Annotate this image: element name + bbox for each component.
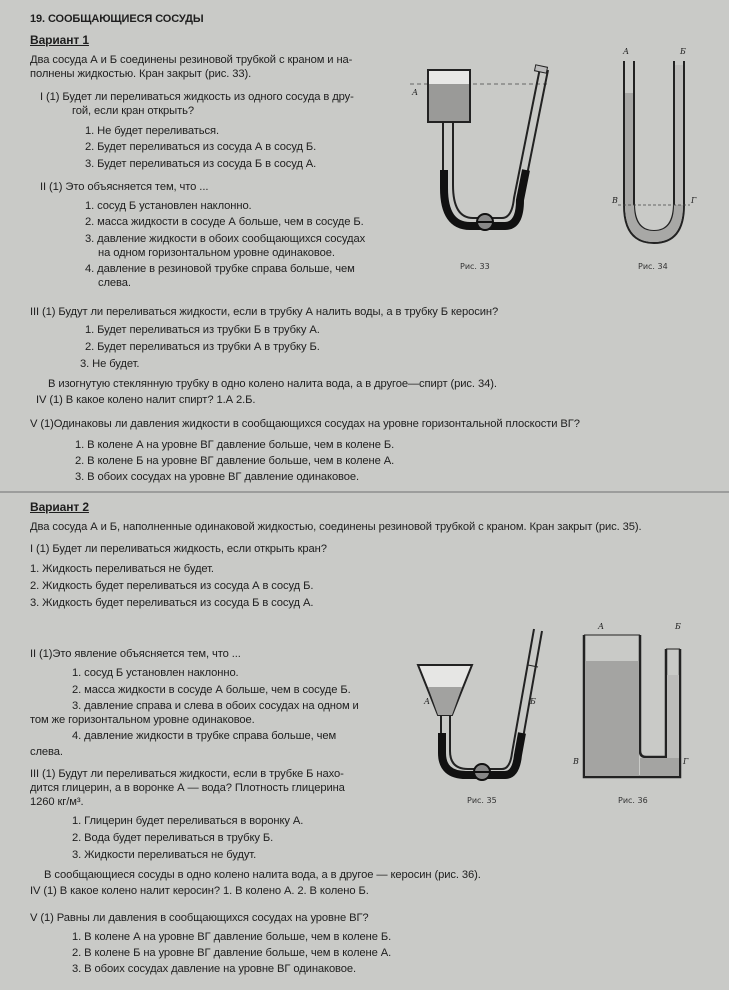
- variant1-intro-line: Два сосуда А и Б соединены резиновой трубкой с краном и на-: [30, 54, 353, 66]
- v2-q2-option: 1. сосуд Б установлен наклонно.: [72, 667, 239, 679]
- v1-q2-option: 3. давление жидкости в обоих сообщающихся сосудах: [85, 233, 366, 245]
- v2-q3-text: 1260 кг/м³.: [30, 796, 84, 808]
- v1-q2-option: слева.: [98, 277, 131, 289]
- v1-q2-option: 4. давление в резиновой трубке справа больше, чем: [85, 263, 355, 275]
- variant2-intro-line: Два сосуда А и Б, наполненные одинаковой жидкостью, соединены резиновой трубкой с краном. Кран закрыт (рис. 35).: [30, 521, 642, 533]
- v1-q5-option: 3. В обоих сосудах на уровне ВГ давление одинаковое.: [75, 471, 360, 483]
- figure-36: [580, 625, 695, 790]
- fig35-caption: Рис. 35: [467, 796, 497, 805]
- fig34-label-v: В: [612, 196, 618, 205]
- v1-q2-option: 1. сосуд Б установлен наклонно.: [85, 200, 252, 212]
- v2-q3-option: 2. Вода будет переливаться в трубку Б.: [72, 832, 274, 844]
- fig34-label-b: Б: [680, 47, 686, 56]
- v2-q1-option: 3. Жидкость будет переливаться из сосуда Б в сосуд А.: [30, 597, 314, 609]
- fig33-label-a: А: [412, 88, 419, 97]
- water-body: [585, 661, 639, 776]
- v2-q5-option: 2. В колене Б на уровне ВГ давление больше, чем в колене А.: [72, 947, 392, 959]
- fig36-caption: Рис. 36: [618, 796, 648, 805]
- v2-q3-text: дится глицерин, а в воронке А — вода? Плотность глицерина: [30, 782, 345, 794]
- v1-q1-option: 1. Не будет переливаться.: [85, 125, 219, 137]
- v1-q2-option: 2. масса жидкости в сосуде А больше, чем в сосуде Б.: [85, 216, 364, 228]
- variant2-title: Вариант 2: [30, 500, 89, 514]
- v1-q2-option: на одном горизонтальном уровне одинаковое.: [98, 247, 335, 259]
- v2-q4-text: IV (1) В какое колено налит керосин? 1. В колено А. 2. В колено Б.: [30, 885, 369, 897]
- v1-q5-option: 1. В колене А на уровне ВГ давление больше, чем в колене Б.: [75, 439, 395, 451]
- kerosene-column: [667, 675, 679, 758]
- v1-q1-text: гой, если кран открыть?: [72, 105, 194, 117]
- v2-q1-text: I (1) Будет ли переливаться жидкость, если открыть кран?: [30, 543, 327, 555]
- fig35-label-b: Б: [530, 697, 536, 706]
- water-column: [625, 93, 633, 205]
- fig36-label-v: В: [573, 757, 579, 766]
- fig34-caption: Рис. 34: [638, 262, 668, 271]
- v2-q5-option: 1. В колене А на уровне ВГ давление больше, чем в колене Б.: [72, 931, 392, 943]
- fig33-caption: Рис. 33: [460, 262, 490, 271]
- variant1-intro-line: полнены жидкостью. Кран закрыт (рис. 33).: [30, 68, 252, 80]
- vessel-a-liquid: [429, 84, 469, 121]
- v2-q1-option: 2. Жидкость будет переливаться из сосуда А в сосуд Б.: [30, 580, 314, 592]
- v2-q2-option: слева.: [30, 746, 63, 758]
- v2-q3-text: III (1) Будут ли переливаться жидкости, если в трубке Б нахо-: [30, 768, 344, 780]
- v1-q1-option: 3. Будет переливаться из сосуда Б в сосуд А.: [85, 158, 317, 170]
- variant1-title: Вариант 1: [30, 33, 89, 47]
- v1-q1-text: I (1) Будет ли переливаться жидкость из одного сосуда в дру-: [40, 91, 354, 103]
- section-divider: [0, 491, 729, 493]
- v2-q2-option: том же горизонтальном уровне одинаковое.: [30, 714, 255, 726]
- v2-q5-text: V (1) Равны ли давления в сообщающихся сосудах на уровне ВГ?: [30, 912, 369, 924]
- figure-34: [610, 55, 700, 255]
- v1-q3-option: 2. Будет переливаться из трубки А в трубку Б.: [85, 341, 320, 353]
- figure-35: [410, 625, 560, 790]
- v1-q3-option: 1. Будет переливаться из трубки Б в трубку А.: [85, 324, 320, 336]
- v2-q2-option: 2. масса жидкости в сосуде А больше, чем в сосуде Б.: [72, 684, 351, 696]
- v1-q2-text: II (1) Это объясняется тем, что ...: [40, 181, 209, 193]
- v1-q4-text: IV (1) В какое колено налит спирт? 1.А 2.Б.: [36, 394, 256, 406]
- fig34-label-g: Г: [691, 196, 697, 205]
- spirit-column: [675, 65, 683, 205]
- v1-q3-text: III (1) Будут ли переливаться жидкости, если в трубку А налить воды, а в трубку Б керосин?: [30, 306, 499, 318]
- fig35-label-a: А: [424, 697, 431, 706]
- v2-q2-option: 4. давление жидкости в трубке справа больше, чем: [72, 730, 337, 742]
- v1-context: В изогнутую стеклянную трубку в одно колено налита вода, а в другое—спирт (рис. 34).: [48, 378, 497, 390]
- v2-q2-text: II (1)Это явление объясняется тем, что ...: [30, 648, 241, 660]
- fig34-label-a: А: [623, 47, 630, 56]
- v1-q5-text: V (1)Одинаковы ли давления жидкости в сообщающихся сосудах на уровне горизонтальной плоскости ВГ?: [30, 418, 580, 430]
- fig36-label-g: Г: [683, 757, 689, 766]
- fig36-label-b: Б: [675, 622, 681, 631]
- v2-q3-option: 3. Жидкости переливаться не будут.: [72, 849, 257, 861]
- v2-q5-option: 3. В обоих сосудах давление на уровне ВГ одинаковое.: [72, 963, 357, 975]
- v1-q1-option: 2. Будет переливаться из сосуда А в сосуд Б.: [85, 141, 317, 153]
- v1-q5-option: 2. В колене Б на уровне ВГ давление больше, чем в колене А.: [75, 455, 395, 467]
- v2-q3-option: 1. Глицерин будет переливаться в воронку А.: [72, 815, 304, 827]
- v2-context: В сообщающиеся сосуды в одно колено налита вода, а в другое — керосин (рис. 36).: [44, 869, 481, 881]
- v2-q2-option: 3. давление справа и слева в обоих сосудах на одном и: [72, 700, 359, 712]
- figure-33: [410, 60, 560, 260]
- v1-q3-option: 3. Не будет.: [80, 358, 140, 370]
- page-title: 19. СООБЩАЮЩИЕСЯ СОСУДЫ: [30, 13, 204, 25]
- fig36-label-a: А: [598, 622, 605, 631]
- v2-q1-option: 1. Жидкость переливаться не будет.: [30, 563, 214, 575]
